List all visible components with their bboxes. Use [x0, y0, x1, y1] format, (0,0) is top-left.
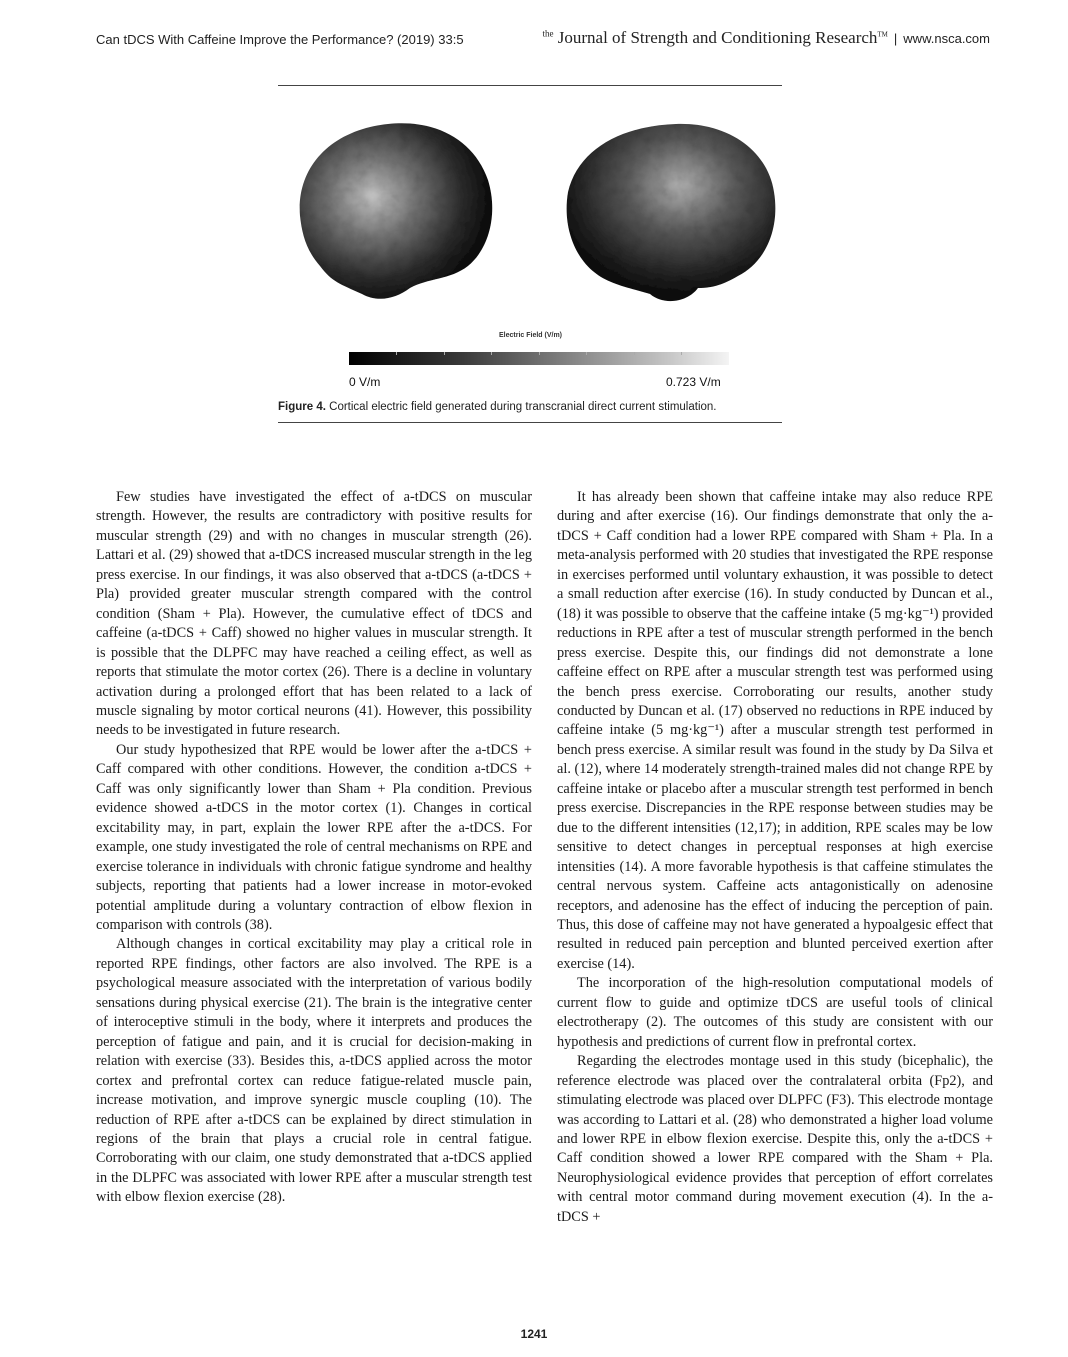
- scale-min-label: 0 V/m: [349, 375, 381, 389]
- paragraph: Regarding the electrodes montage used in this study (bicephalic), the reference electrode was placed over the contralateral orbita (Fp2), and stimulating electrode was placed over DLPFC (F3). This electrode montage was according to Lattari et al. (28) who demonstrated a higher load volume and lower RPE in elbow flexion exercise. Despite this, only the a-tDCS + Caff condition showed a lower RPE compared with the Sham + Pla. Neurophysiological evidence provides that perception of effort correlates with central motor command during movement execution (4). In the a-tDCS +: [557, 1053, 993, 1225]
- caption-label: Figure 4.: [278, 401, 326, 413]
- journal-prefix: the: [542, 28, 554, 39]
- header-separator: |: [893, 31, 898, 46]
- brain-left-hemisphere: [300, 123, 493, 299]
- paragraph: Our study hypothesized that RPE would be lower after the a-tDCS + Caff compared with other conditions. However, the condition a-tDCS + Caff was only significantly lower than Sham + Pla condition. Previous evidence showed a-tDCS in the motor cortex (1). Changes in cortical excitability may, in part, explain the lower RPE after the a-tDCS. For example, one study investigated the role of central mechanisms on RPE and exercise tolerance in individuals with chronic fatigue syndrome and healthy subjects, reporting that patients had a lower increase in motor-evoked potential amplitude during a voluntary contraction of elbow flexion in comparison with controls (38).: [96, 741, 532, 933]
- scale-max-label: 0.723 V/m: [666, 375, 721, 389]
- colorbar-tick: [444, 352, 445, 355]
- figure-caption: [278, 401, 717, 413]
- colorbar-tick: [586, 352, 587, 355]
- colorbar-tick: [634, 352, 635, 355]
- colorbar-tick: [681, 352, 682, 355]
- page-number: 1241: [520, 1327, 548, 1341]
- paragraph: Although changes in cortical excitability may play a critical role in reported RPE findings, other factors are also involved. The RPE is a psychological measure associated with the interpretation of various bodily sensations during physical exercise (21). The brain is the integrative center of interoceptive stimuli in the body, where it interprets and produces the perception of fatigue and pain, and it is crucial for decision-making in relation with exercise (33). Besides this, a-tDCS applied across the motor cortex and prefrontal cortex can reduce fatigue-related muscle pain, increase motivation, and improve synergic muscle coupling (10). The reduction of RPE after a-tDCS can be explained by direct stimulation in regions of the brain that plays a crucial role in central fatigue. Corroborating with our claim, one study demonstrated that a-tDCS applied in the DLPFC was associated with lower RPE after a muscular strength test with elbow flexion exercise (28).: [96, 936, 532, 1206]
- colorbar: [349, 352, 729, 365]
- running-title: Can tDCS With Caffeine Improve the Performance? (2019) 33:5: [96, 32, 464, 47]
- figure-bottom-rule: [278, 422, 782, 423]
- left-column: [96, 488, 532, 1208]
- brain-right-hemisphere: [567, 124, 776, 301]
- colorbar-tick: [539, 352, 540, 355]
- caption-text: Cortical electric field generated during transcranial direct current stimulation.: [329, 401, 717, 413]
- paragraph: The incorporation of the high-resolution computational models of current flow to guide and optimize tDCS are useful tools of clinical electrotherapy (2). The outcomes of this study are consistent with our hypothesis and predictions of current flow in prefrontal cortex.: [557, 975, 993, 1050]
- journal-website: www.nsca.com: [903, 31, 990, 46]
- brain-renderings: [278, 88, 782, 328]
- journal-name: [543, 28, 888, 48]
- electric-field-label: Electric Field (V/m): [499, 332, 563, 339]
- right-column: [557, 488, 993, 1227]
- paragraph: It has already been shown that caffeine intake may also reduce RPE during and after exercise (16). Our findings demonstrate that only the a-tDCS + Caff condition had a lower RPE compared with Sham + Pla. In a meta-analysis performed with 20 studies that investigated the RPE response in exercises performed until voluntary exhaustion, it was possible to detect a small reduction after exercise (16). In study conducted by Duncan et al., (18) it was possible to observe that the caffeine intake (5 mg·kg⁻¹) provided reductions in RPE after a test of muscular strength performed in the bench press exercise. Despite this, our findings did not demonstrate a lone caffeine effect on RPE after a muscular strength test was performed using the bench press exercise. Corroborating our results, another study conducted by Duncan et al. (17) observed no reductions in RPE induced by caffeine intake (5 mg·kg⁻¹) after a muscular strength test performed in bench press exercise. A similar result was found in the study by Da Silva et al. (12), where 14 moderately strength-trained males did not change RPE by caffeine intake or placebo after a muscular strength test performed in bench press exercise. Discrepancies in the RPE response between studies may be due to the different intensities (12,17); in addition, RPE scales may be low sensitive to detect changes in perceptual responses at high exercise intensities (14). A more favorable hypothesis is that caffeine stimulates the central nervous system. Caffeine acts antagonistically on adenosine receptors, and adenosine has the effect of inducing the perception of pain. Thus, this dose of caffeine may not have generated a hypoalgesic effect that resulted in reduced pain perception and blunted perceived exertion after exercise (14).: [557, 489, 993, 972]
- figure-4: [278, 88, 782, 388]
- trademark: TM: [877, 30, 888, 39]
- colorbar-tick: [396, 352, 397, 355]
- journal-title: Journal of Strength and Conditioning Research: [557, 28, 878, 47]
- paragraph: Few studies have investigated the effect of a-tDCS on muscular strength. However, the results are contradictory with positive results for muscular strength (29) and with no changes in muscular strength (26). Lattari et al. (29) showed that a-tDCS increased muscular strength in the leg press exercise. In our findings, it was also observed that a-tDCS (a-tDCS + Pla) provided greater muscular strength compared with the control condition (Sham + Pla). However, the cumulative effect of tDCS and caffeine (a-tDCS + Caff) showed no higher values in muscular strength. It is possible that the DLPFC may have reached a ceiling effect, as well as reports that stimulate the motor cortex (26). There is a decline in voluntary activation during a prolonged effort that has been related to a lack of muscle signaling by motor cortical neurons (41). However, this possibility needs to be investigated in future research.: [96, 489, 532, 739]
- colorbar-tick: [491, 352, 492, 355]
- figure-top-rule: [278, 85, 782, 86]
- journal-header: [543, 28, 990, 48]
